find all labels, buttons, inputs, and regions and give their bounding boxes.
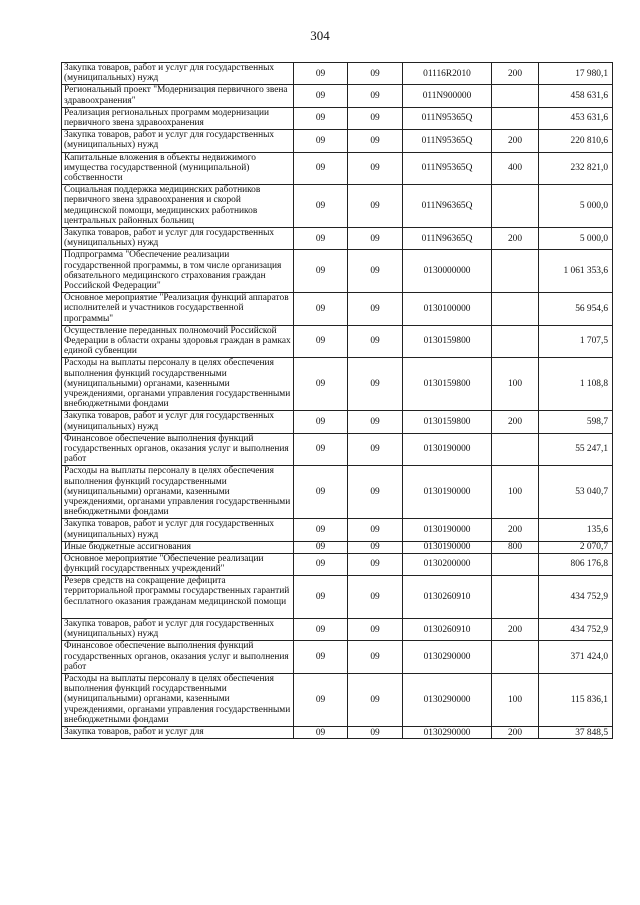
cell-pr: 09 xyxy=(348,63,403,85)
cell-csr: 0130190000 xyxy=(403,433,492,466)
table-row xyxy=(62,63,613,85)
table-row xyxy=(62,325,613,358)
table-row xyxy=(62,358,613,411)
cell-sum: 37 848,5 xyxy=(539,727,613,739)
cell-sum: 1 061 353,6 xyxy=(539,250,613,293)
cell-name: Резерв средств на сокращение дефицита территориальной программы государственных гарантий бесплатного оказания гражданам медицинской помощи xyxy=(62,576,294,619)
cell-csr: 0130190000 xyxy=(403,519,492,541)
cell-pr: 09 xyxy=(348,553,403,575)
cell-name: Расходы на выплаты персоналу в целях обеспечения выполнения функций государственными (муниципальными) органами, казенными учреждениями, органами управления государственными внебюджетными фондами xyxy=(62,674,294,727)
table-row xyxy=(62,250,613,293)
cell-rz: 09 xyxy=(294,227,348,249)
cell-csr: 0130190000 xyxy=(403,466,492,519)
cell-name: Закупка товаров, работ и услуг для государственных (муниципальных) нужд xyxy=(62,411,294,433)
cell-csr: 01116R2010 xyxy=(403,63,492,85)
cell-sum: 17 980,1 xyxy=(539,63,613,85)
cell-sum: 55 247,1 xyxy=(539,433,613,466)
cell-rz: 09 xyxy=(294,411,348,433)
cell-vr: 100 xyxy=(492,466,539,519)
cell-csr: 0130000000 xyxy=(403,250,492,293)
cell-csr: 0130159800 xyxy=(403,325,492,358)
table-row xyxy=(62,674,613,727)
cell-name: Реализация региональных программ модернизации первичного звена здравоохранения xyxy=(62,107,294,129)
cell-csr: 011N900000 xyxy=(403,85,492,107)
cell-sum: 5 000,0 xyxy=(539,227,613,249)
cell-pr: 09 xyxy=(348,541,403,553)
cell-name: Осуществление переданных полномочий Российской Федерации в области охраны здоровья граждан в рамках единой субвенции xyxy=(62,325,294,358)
cell-pr: 09 xyxy=(348,85,403,107)
cell-name: Закупка товаров, работ и услуг для государственных (муниципальных) нужд xyxy=(62,227,294,249)
cell-name: Региональный проект "Модернизация первичного звена здравоохранения" xyxy=(62,85,294,107)
cell-csr: 0130190000 xyxy=(403,541,492,553)
cell-pr: 09 xyxy=(348,152,403,185)
cell-csr: 0130260910 xyxy=(403,619,492,641)
cell-rz: 09 xyxy=(294,674,348,727)
budget-table xyxy=(61,62,613,739)
cell-csr: 011N96365Q xyxy=(403,227,492,249)
cell-rz: 09 xyxy=(294,358,348,411)
cell-vr: 100 xyxy=(492,358,539,411)
cell-vr xyxy=(492,85,539,107)
cell-name: Основное мероприятие "Реализация функций аппаратов исполнителей и участников государственной программы" xyxy=(62,293,294,326)
cell-sum: 434 752,9 xyxy=(539,576,613,619)
cell-vr xyxy=(492,433,539,466)
cell-rz: 09 xyxy=(294,63,348,85)
cell-vr xyxy=(492,107,539,129)
cell-vr: 200 xyxy=(492,130,539,152)
cell-vr: 200 xyxy=(492,411,539,433)
table-row xyxy=(62,293,613,326)
cell-rz: 09 xyxy=(294,107,348,129)
cell-name: Социальная поддержка медицинских работников первичного звена здравоохранения и скорой медицинской помощи, медицинских работников центральных районных больниц xyxy=(62,185,294,228)
cell-rz: 09 xyxy=(294,130,348,152)
cell-pr: 09 xyxy=(348,107,403,129)
page-number: 304 xyxy=(310,28,330,43)
cell-pr: 09 xyxy=(348,433,403,466)
cell-pr: 09 xyxy=(348,619,403,641)
cell-pr: 09 xyxy=(348,250,403,293)
cell-pr: 09 xyxy=(348,227,403,249)
table-row xyxy=(62,641,613,674)
table-row xyxy=(62,433,613,466)
cell-vr: 200 xyxy=(492,727,539,739)
cell-sum: 453 631,6 xyxy=(539,107,613,129)
cell-name: Капитальные вложения в объекты недвижимого имущества государственной (муниципальной) собственности xyxy=(62,152,294,185)
table-row xyxy=(62,519,613,541)
cell-name: Иные бюджетные ассигнования xyxy=(62,541,294,553)
cell-sum: 220 810,6 xyxy=(539,130,613,152)
cell-vr: 100 xyxy=(492,674,539,727)
cell-sum: 371 424,0 xyxy=(539,641,613,674)
cell-vr xyxy=(492,185,539,228)
cell-csr: 011N95365Q xyxy=(403,107,492,129)
cell-sum: 5 000,0 xyxy=(539,185,613,228)
table-row xyxy=(62,619,613,641)
cell-sum: 458 631,6 xyxy=(539,85,613,107)
cell-vr xyxy=(492,641,539,674)
table-row xyxy=(62,185,613,228)
cell-pr: 09 xyxy=(348,727,403,739)
cell-rz: 09 xyxy=(294,152,348,185)
cell-name: Закупка товаров, работ и услуг для государственных (муниципальных) нужд xyxy=(62,63,294,85)
table-row xyxy=(62,107,613,129)
cell-vr xyxy=(492,576,539,619)
cell-name: Закупка товаров, работ и услуг для государственных (муниципальных) нужд xyxy=(62,519,294,541)
cell-rz: 09 xyxy=(294,293,348,326)
cell-csr: 011N96365Q xyxy=(403,185,492,228)
cell-csr: 0130290000 xyxy=(403,674,492,727)
cell-pr: 09 xyxy=(348,293,403,326)
cell-pr: 09 xyxy=(348,519,403,541)
cell-pr: 09 xyxy=(348,674,403,727)
cell-name: Основное мероприятие "Обеспечение реализации функций государственных учреждений" xyxy=(62,553,294,575)
cell-sum: 56 954,6 xyxy=(539,293,613,326)
cell-rz: 09 xyxy=(294,576,348,619)
cell-name: Подпрограмма "Обеспечение реализации государственной программы, в том числе организация обязательного медицинского страхования граждан Российской Федерации" xyxy=(62,250,294,293)
cell-name: Закупка товаров, работ и услуг для государственных (муниципальных) нужд xyxy=(62,130,294,152)
cell-name: Финансовое обеспечение выполнения функций государственных органов, оказания услуг и выполнения работ xyxy=(62,641,294,674)
cell-rz: 09 xyxy=(294,250,348,293)
cell-name: Расходы на выплаты персоналу в целях обеспечения выполнения функций государственными (муниципальными) органами, казенными учреждениями, органами управления государственными внебюджетными фондами xyxy=(62,358,294,411)
cell-sum: 806 176,8 xyxy=(539,553,613,575)
cell-sum: 2 070,7 xyxy=(539,541,613,553)
cell-vr: 200 xyxy=(492,619,539,641)
cell-sum: 115 836,1 xyxy=(539,674,613,727)
cell-rz: 09 xyxy=(294,641,348,674)
cell-rz: 09 xyxy=(294,466,348,519)
cell-pr: 09 xyxy=(348,411,403,433)
cell-csr: 0130159800 xyxy=(403,358,492,411)
cell-name: Закупка товаров, работ и услуг для государственных (муниципальных) нужд xyxy=(62,619,294,641)
cell-sum: 232 821,0 xyxy=(539,152,613,185)
table-row xyxy=(62,227,613,249)
cell-pr: 09 xyxy=(348,641,403,674)
cell-vr: 200 xyxy=(492,63,539,85)
cell-csr: 0130100000 xyxy=(403,293,492,326)
cell-pr: 09 xyxy=(348,325,403,358)
cell-sum: 598,7 xyxy=(539,411,613,433)
cell-csr: 0130159800 xyxy=(403,411,492,433)
table-row xyxy=(62,727,613,739)
table-row xyxy=(62,130,613,152)
cell-vr: 400 xyxy=(492,152,539,185)
cell-sum: 53 040,7 xyxy=(539,466,613,519)
cell-csr: 011N95365Q xyxy=(403,152,492,185)
budget-table-body xyxy=(62,63,613,739)
table-row xyxy=(62,85,613,107)
cell-name: Финансовое обеспечение выполнения функций государственных органов, оказания услуг и выполнения работ xyxy=(62,433,294,466)
cell-vr xyxy=(492,250,539,293)
cell-csr: 011N95365Q xyxy=(403,130,492,152)
cell-vr: 200 xyxy=(492,519,539,541)
cell-csr: 0130260910 xyxy=(403,576,492,619)
table-row xyxy=(62,152,613,185)
cell-sum: 1 108,8 xyxy=(539,358,613,411)
cell-pr: 09 xyxy=(348,130,403,152)
cell-vr: 200 xyxy=(492,227,539,249)
table-row xyxy=(62,553,613,575)
cell-pr: 09 xyxy=(348,358,403,411)
cell-sum: 1 707,5 xyxy=(539,325,613,358)
table-row xyxy=(62,466,613,519)
cell-csr: 0130200000 xyxy=(403,553,492,575)
cell-rz: 09 xyxy=(294,433,348,466)
cell-vr xyxy=(492,325,539,358)
cell-csr: 0130290000 xyxy=(403,727,492,739)
cell-pr: 09 xyxy=(348,466,403,519)
cell-pr: 09 xyxy=(348,576,403,619)
cell-csr: 0130290000 xyxy=(403,641,492,674)
table-row xyxy=(62,411,613,433)
cell-rz: 09 xyxy=(294,553,348,575)
cell-name: Расходы на выплаты персоналу в целях обеспечения выполнения функций государственными (муниципальными) органами, казенными учреждениями, органами управления государственными внебюджетными фондами xyxy=(62,466,294,519)
table-row xyxy=(62,576,613,619)
table-row xyxy=(62,541,613,553)
cell-pr: 09 xyxy=(348,185,403,228)
cell-vr: 800 xyxy=(492,541,539,553)
cell-sum: 434 752,9 xyxy=(539,619,613,641)
cell-rz: 09 xyxy=(294,727,348,739)
cell-rz: 09 xyxy=(294,519,348,541)
cell-vr xyxy=(492,293,539,326)
cell-sum: 135,6 xyxy=(539,519,613,541)
cell-rz: 09 xyxy=(294,541,348,553)
cell-vr xyxy=(492,553,539,575)
cell-rz: 09 xyxy=(294,185,348,228)
cell-rz: 09 xyxy=(294,85,348,107)
cell-rz: 09 xyxy=(294,325,348,358)
cell-rz: 09 xyxy=(294,619,348,641)
cell-name: Закупка товаров, работ и услуг для xyxy=(62,727,294,739)
